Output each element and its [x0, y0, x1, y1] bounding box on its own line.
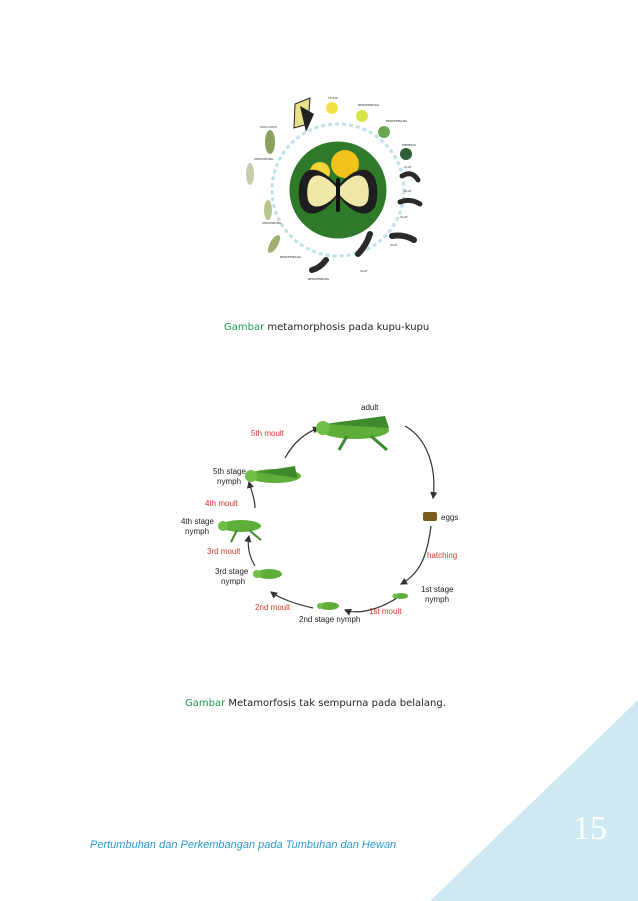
- page-number: 15: [573, 810, 607, 847]
- label-fourth-stage: 4th stage: [181, 517, 214, 526]
- stage-label: ULAT: [360, 269, 368, 273]
- label-second-moult: 2nd moult: [255, 603, 291, 612]
- label-fourth-moult: 4th moult: [205, 499, 238, 508]
- stage-label: BERKEMBANG: [308, 277, 330, 281]
- label-fifth-moult: 5th moult: [251, 429, 284, 438]
- stage-label: BERKEMBANG: [280, 255, 302, 259]
- stage-label: KEPOMPONG: [262, 221, 282, 225]
- label-third-stage: 3rd stage: [215, 567, 249, 576]
- stage-label: ULAT: [390, 243, 398, 247]
- caption-text: Metamorfosis tak sempurna pada belalang.: [225, 698, 446, 709]
- label-adult: adult: [361, 403, 379, 412]
- label-first-moult: 1st moult: [369, 607, 402, 616]
- label-first-stage: 1st stage: [421, 585, 454, 594]
- label-second-stage: 2nd stage nymph: [299, 615, 361, 624]
- stage-label: ULAT: [404, 189, 412, 193]
- stage-label: ULAT: [400, 215, 408, 219]
- label-hatching: hatching: [427, 551, 458, 560]
- label-eggs: eggs: [441, 513, 459, 522]
- caption-keyword: Gambar: [224, 322, 265, 333]
- stage-label: MENETAS: [402, 143, 417, 147]
- label-fifth-stage: 5th stage: [213, 467, 246, 476]
- label-fifth-stage: nymph: [217, 477, 242, 486]
- label-third-moult: 3rd moult: [207, 547, 241, 556]
- label-third-stage: nymph: [221, 577, 246, 586]
- label-first-stage: nymph: [425, 595, 450, 604]
- stage-label: ULAT: [404, 165, 412, 169]
- caption-text: metamorphosis pada kupu-kupu: [264, 322, 430, 333]
- stage-label: KUPU-KUPU: [260, 125, 278, 129]
- stage-label: BERKEMBANG: [386, 119, 408, 123]
- stage-label: KEPOMPONG: [254, 157, 274, 161]
- footer-title: Pertumbuhan dan Perkembangan pada Tumbuhan dan Hewan: [90, 839, 397, 851]
- stage-label: TELUR: [328, 96, 338, 100]
- stage-label: BERKEMBANG: [358, 103, 380, 107]
- caption-keyword: Gambar: [185, 698, 226, 709]
- label-fourth-stage: nymph: [185, 527, 210, 536]
